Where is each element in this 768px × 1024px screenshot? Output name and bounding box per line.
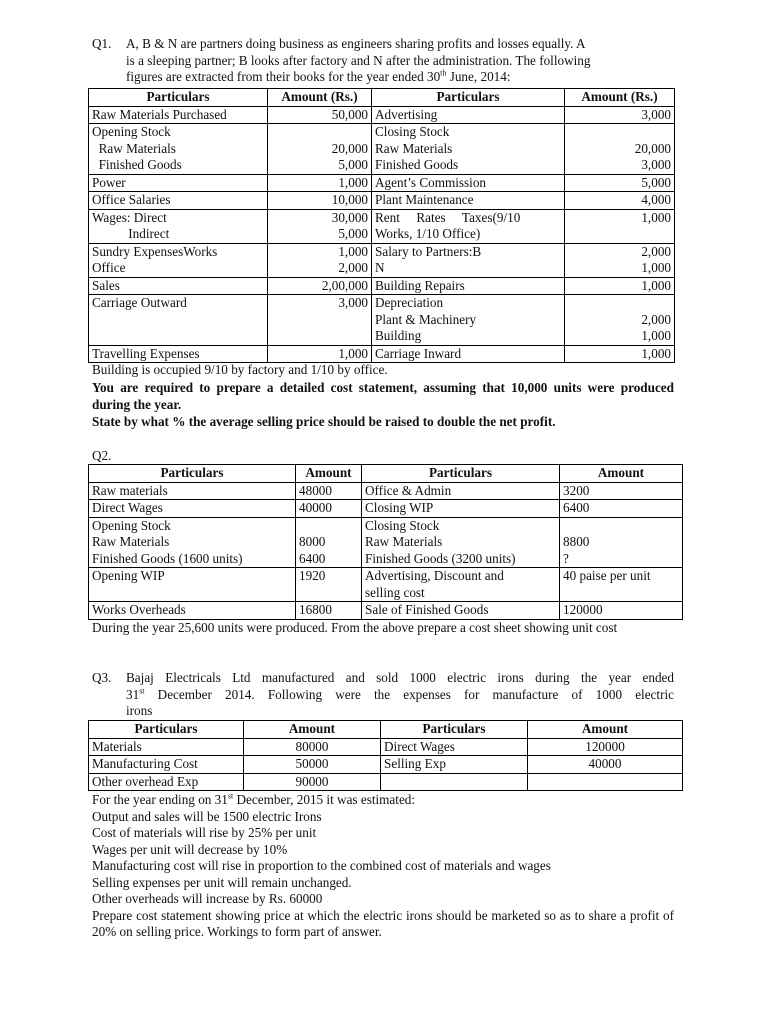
q3-header-particulars-right: Particulars xyxy=(381,721,528,739)
q2-particular-left-line xyxy=(92,585,292,602)
q3-intro-line2 xyxy=(92,687,674,704)
q1-intro-line3-tail: June, 2014: xyxy=(446,69,511,84)
q1-particular-right-line: Plant & Machinery xyxy=(375,311,477,327)
q2-amount-right xyxy=(560,500,683,518)
q3-intro-line2-sup: st xyxy=(139,686,145,696)
q2-particular-left-line: Direct Wages xyxy=(92,500,163,515)
q1-amount-left-line xyxy=(271,328,368,345)
q2-amount-right-line: 3200 xyxy=(563,482,590,498)
q1-amount-right-line: 5,000 xyxy=(641,174,671,190)
q1-amount-left xyxy=(268,106,372,124)
q1-amount-right xyxy=(565,192,675,210)
q3-table-row xyxy=(89,738,683,756)
q1-table-row xyxy=(89,209,675,243)
q3-particular-right: Direct Wages xyxy=(381,738,528,756)
q1-particular-right-line: Finished Goods xyxy=(375,157,459,172)
q1-particular-right-line: Building xyxy=(375,328,422,343)
q1-table-row xyxy=(89,124,675,175)
q1-particular-right-line: Depreciation xyxy=(375,295,444,310)
q1-label: Q1. xyxy=(92,36,112,51)
q3-intro-line3: irons xyxy=(126,703,153,718)
q1-particular-right-line: Agent’s Commission xyxy=(375,174,487,190)
q2-particular-left xyxy=(89,602,296,620)
q2-particular-left-line: Finished Goods (1600 units) xyxy=(92,550,243,566)
q1-amount-right xyxy=(565,106,675,124)
q1-amount-left-line xyxy=(271,312,368,329)
q2-particular-left-line: Raw materials xyxy=(92,482,168,498)
q2-particular-right xyxy=(362,517,560,568)
q1-table-row xyxy=(89,345,675,363)
q3-amount-right: 120000 xyxy=(528,738,683,756)
q1-amount-left xyxy=(268,209,372,243)
q3-header-amount-left: Amount xyxy=(244,721,381,739)
q1-question: State by what % the average selling price should be raised to double the net profit. xyxy=(92,414,556,429)
q1-amount-right xyxy=(565,243,675,277)
q3-header-row xyxy=(89,721,683,739)
q2-particular-left xyxy=(89,482,296,500)
q1-particular-left xyxy=(89,295,268,346)
q3-amount-right xyxy=(528,773,683,791)
q2-particular-left-line: Opening WIP xyxy=(92,568,165,583)
q3-header-particulars-left: Particulars xyxy=(89,721,244,739)
q1-table-row xyxy=(89,174,675,192)
q1-amount-right-line: 1,000 xyxy=(641,260,671,275)
q2-table xyxy=(88,464,683,620)
q1-intro-line3-sup: th xyxy=(440,68,447,78)
q1-particular-left xyxy=(89,345,268,363)
q1-particular-left-line xyxy=(92,312,264,329)
q1-particular-left-line: Carriage Outward xyxy=(92,295,187,310)
q1-particular-right-line: Closing Stock xyxy=(375,124,450,139)
q1-particular-left-line: Indirect xyxy=(92,226,170,241)
q1-particular-left-line: Office xyxy=(92,260,126,275)
q1-particular-right-line: Carriage Inward xyxy=(375,345,462,361)
q2-particular-left-line: Raw Materials xyxy=(92,534,170,549)
q1-amount-right xyxy=(565,174,675,192)
q1-amount-left xyxy=(268,345,372,363)
q1-amount-right-line: 2,000 xyxy=(641,243,671,259)
q1-particular-right xyxy=(372,277,565,295)
q1-amount-left-line: 2,00,000 xyxy=(321,277,368,293)
q2-particular-left-line: Opening Stock xyxy=(92,517,171,533)
q1-particular-left-line: Opening Stock xyxy=(92,124,171,139)
q2-amount-left xyxy=(296,517,362,568)
q1-amount-left-line: 50,000 xyxy=(331,106,368,122)
q2-amount-left-line xyxy=(299,585,358,602)
q2-label: Q2. xyxy=(92,448,112,463)
q1-header-row xyxy=(89,89,675,107)
q3-amount-left: 50000 xyxy=(244,756,381,774)
q2-amount-right xyxy=(560,568,683,602)
q1-amount-left-line: 2,000 xyxy=(338,260,368,275)
q1-amount-left xyxy=(268,295,372,346)
q2-amount-left-line: 1920 xyxy=(299,568,326,583)
q3-particular-left: Manufacturing Cost xyxy=(89,756,244,774)
q3-amount-left: 90000 xyxy=(244,773,381,791)
q1-header-amount-left: Amount (Rs.) xyxy=(268,89,372,107)
q1-amount-right-line: 1,000 xyxy=(641,328,671,343)
q3-estimate-line: Output and sales will be 1500 electric Irons xyxy=(92,808,322,824)
q1-particular-left xyxy=(89,243,268,277)
q3-amount-left: 80000 xyxy=(244,738,381,756)
q1-table xyxy=(88,88,675,363)
q1-amount-right-line: 3,000 xyxy=(641,157,671,172)
q2-amount-left-line: 40000 xyxy=(299,500,332,515)
q3-estimate-heading xyxy=(92,792,674,809)
q1-amount-left-line xyxy=(271,124,368,141)
q1-table-row xyxy=(89,192,675,210)
q3-particular-right: Selling Exp xyxy=(381,756,528,774)
q1-particular-right xyxy=(372,106,565,124)
q1-amount-left xyxy=(268,243,372,277)
q2-amount-right-line: 40 paise per unit xyxy=(563,568,651,583)
q1-particular-right xyxy=(372,209,565,243)
q1-intro-line3 xyxy=(92,69,674,86)
q1-table-row xyxy=(89,277,675,295)
q2-amount-right xyxy=(560,482,683,500)
q2-table-row xyxy=(89,482,683,500)
q3-particular-left: Materials xyxy=(89,738,244,756)
q2-header-particulars-left: Particulars xyxy=(89,465,296,483)
q2-amount-left-line: 8000 xyxy=(299,534,326,549)
q1-intro-line2: is a sleeping partner; B looks after factory and N after the administration. The following xyxy=(126,52,591,68)
q1-particular-left-line: Sundry ExpensesWorks xyxy=(92,243,218,259)
q2-particular-right xyxy=(362,568,560,602)
q2-table-row xyxy=(89,568,683,602)
q2-amount-right-line xyxy=(563,585,679,602)
q1-intro-line1: A, B & N are partners doing business as engineers sharing profits and losses equally. A xyxy=(126,36,586,51)
q1-header-amount-right: Amount (Rs.) xyxy=(565,89,675,107)
q2-amount-left xyxy=(296,602,362,620)
q2-particular-left xyxy=(89,500,296,518)
q2-amount-right-line: 6400 xyxy=(563,500,590,515)
q2-amount-right-line: 8800 xyxy=(563,534,590,549)
q2-footer: During the year 25,600 units were produced. From the above prepare a cost sheet showing unit cost xyxy=(92,620,618,635)
q1-amount-left xyxy=(268,192,372,210)
q1-particular-left xyxy=(89,192,268,210)
q1-particular-right-line: Salary to Partners:B xyxy=(375,243,482,259)
q1-amount-left-line: 3,000 xyxy=(338,295,368,310)
q2-amount-right-line: ? xyxy=(563,550,569,566)
q3-intro-line2-text: 31 xyxy=(126,686,140,702)
q1-particular-left-line: Power xyxy=(92,174,126,190)
q1-amount-right-line: 3,000 xyxy=(641,106,671,122)
q1-particular-left xyxy=(89,277,268,295)
q2-particular-left xyxy=(89,568,296,602)
q1-amount-left-line: 10,000 xyxy=(331,192,368,207)
q1-particular-right-line: Plant Maintenance xyxy=(375,192,474,207)
q1-particular-right-line: Building Repairs xyxy=(375,277,465,293)
q3-estimate-line: Wages per unit will decrease by 10% xyxy=(92,841,288,857)
q1-particular-left-line: Raw Materials xyxy=(92,140,176,156)
q1-building-note: Building is occupied 9/10 by factory and 1/10 by office. xyxy=(92,362,388,377)
q1-particular-right-line: Raw Materials xyxy=(375,140,453,156)
q1-particular-left-line xyxy=(92,328,264,345)
q3-estimate-line: Manufacturing cost will rise in proportion to the combined cost of materials and wages xyxy=(92,858,551,873)
q2-table-row xyxy=(89,500,683,518)
q1-amount-right-line: 20,000 xyxy=(634,140,671,156)
q1-amount-right-line: 2,000 xyxy=(641,311,671,327)
q2-particular-right xyxy=(362,602,560,620)
q1-particular-left xyxy=(89,174,268,192)
q3-table-row xyxy=(89,756,683,774)
q2-amount-left-line: 16800 xyxy=(299,602,332,617)
q1-particular-right-line: Advertising xyxy=(375,106,438,122)
q3-table-row xyxy=(89,773,683,791)
q1-header-particulars-right: Particulars xyxy=(372,89,565,107)
q1-particular-left xyxy=(89,106,268,124)
q1-table-row xyxy=(89,243,675,277)
q1-particular-right-line: Works, 1/10 Office) xyxy=(375,226,481,241)
q1-particular-right-line: N xyxy=(375,260,385,275)
q2-amount-left-line: 48000 xyxy=(299,482,332,498)
q2-header-particulars-right: Particulars xyxy=(362,465,560,483)
q3-header-amount-right: Amount xyxy=(528,721,683,739)
q1-amount-left-line: 1,000 xyxy=(338,345,368,361)
q2-header-row xyxy=(89,465,683,483)
q1-amount-left xyxy=(268,174,372,192)
q1-particular-left xyxy=(89,209,268,243)
q1-amount-right-line: 1,000 xyxy=(641,277,671,293)
q1-amount-left-line: 20,000 xyxy=(331,140,368,156)
q3-table xyxy=(88,720,683,791)
q3-intro-line1: Bajaj Electricals Ltd manufactured and sold 1000 electric irons during the year ended xyxy=(126,670,674,685)
q2-amount-right xyxy=(560,517,683,568)
q3-particular-right xyxy=(381,773,528,791)
q3-intro-line2-tail: December 2014. Following were the expenses for manufacture of 1000 electric xyxy=(144,686,674,702)
q2-particular-left-line: Works Overheads xyxy=(92,602,186,617)
q2-amount-left-line xyxy=(299,518,358,535)
q3-estimate-line: Other overheads will increase by Rs. 60000 xyxy=(92,891,323,906)
q3-estimate-heading-text: For the year ending on 31 xyxy=(92,792,228,807)
q1-amount-left-line: 30,000 xyxy=(331,209,368,225)
q1-amount-left-line: 1,000 xyxy=(338,174,368,190)
q1-particular-left-line: Sales xyxy=(92,277,120,293)
q1-amount-right-line xyxy=(568,226,671,243)
q2-particular-right xyxy=(362,482,560,500)
q1-particular-right xyxy=(372,295,565,346)
q3-label: Q3. xyxy=(92,670,112,685)
q1-particular-right xyxy=(372,124,565,175)
q2-particular-right-line: Finished Goods (3200 units) xyxy=(365,550,516,566)
q1-instruction: You are required to prepare a detailed cost statement, assuming that 10,000 units were produced during the year. xyxy=(92,380,674,412)
q2-amount-left xyxy=(296,482,362,500)
q3-estimate-line: Selling expenses per unit will remain unchanged. xyxy=(92,874,352,890)
q1-particular-right xyxy=(372,345,565,363)
q1-particular-left-line: Finished Goods xyxy=(92,157,182,172)
q2-header-amount-left: Amount xyxy=(296,465,362,483)
q2-amount-right-line: 120000 xyxy=(563,602,603,617)
q2-particular-right xyxy=(362,500,560,518)
q3-amount-right: 40000 xyxy=(528,756,683,774)
q1-intro-line3-text: figures are extracted from their books for the year ended 30 xyxy=(126,69,441,84)
q1-particular-right xyxy=(372,174,565,192)
q3-estimate-line: Cost of materials will rise by 25% per unit xyxy=(92,825,317,840)
q2-amount-right-line xyxy=(563,518,679,535)
q1-particular-left-line: Raw Materials Purchased xyxy=(92,106,227,122)
q1-amount-right-line xyxy=(568,295,671,312)
q1-amount-right xyxy=(565,124,675,175)
q1-table-row xyxy=(89,295,675,346)
q1-table-row xyxy=(89,106,675,124)
q1-amount-left xyxy=(268,124,372,175)
q1-amount-right-line xyxy=(568,124,671,141)
q2-table-row xyxy=(89,602,683,620)
q2-particular-left xyxy=(89,517,296,568)
q2-particular-right-line: Office & Admin xyxy=(365,482,452,498)
q1-amount-left-line: 5,000 xyxy=(338,157,368,172)
q2-amount-left-line: 6400 xyxy=(299,550,326,566)
q3-estimate-heading-tail: December, 2015 it was estimated: xyxy=(233,792,416,807)
q2-table-row xyxy=(89,517,683,568)
q2-particular-right-line: Advertising, Discount and xyxy=(365,568,504,583)
q1-particular-left-line: Travelling Expenses xyxy=(92,345,200,361)
q1-particular-right xyxy=(372,243,565,277)
q1-amount-left-line: 5,000 xyxy=(338,226,368,241)
q1-amount-right xyxy=(565,209,675,243)
q1-amount-right-line: 1,000 xyxy=(641,209,671,225)
q2-particular-right-line: Raw Materials xyxy=(365,534,443,549)
q1-amount-right xyxy=(565,345,675,363)
q1-amount-right-line: 4,000 xyxy=(641,192,671,207)
q3-particular-left: Other overhead Exp xyxy=(89,773,244,791)
q1-particular-left-line: Office Salaries xyxy=(92,192,171,207)
q1-amount-right xyxy=(565,277,675,295)
q1-header-particulars-left: Particulars xyxy=(89,89,268,107)
q1-amount-left-line: 1,000 xyxy=(338,243,368,259)
q1-amount-right xyxy=(565,295,675,346)
q2-amount-left xyxy=(296,568,362,602)
q2-particular-right-line: Closing WIP xyxy=(365,500,434,515)
q3-intro xyxy=(92,670,674,720)
q1-particular-right xyxy=(372,192,565,210)
q2-particular-right-line: Sale of Finished Goods xyxy=(365,602,489,617)
q3-estimate-heading-sup: st xyxy=(227,791,234,801)
q1-amount-right-line: 1,000 xyxy=(641,345,671,361)
q1-particular-left xyxy=(89,124,268,175)
q2-header-amount-right: Amount xyxy=(560,465,683,483)
q3-final-instruction: Prepare cost statement showing price at which the electric irons should be marketed so as to share a profit of 20% on selling price. Workings to form part of answer. xyxy=(92,907,674,939)
q1-particular-left-line: Wages: Direct xyxy=(92,209,167,225)
q1-particular-right-line: Rent Rates Taxes(9/10 xyxy=(375,209,521,225)
q2-amount-left xyxy=(296,500,362,518)
q1-amount-left xyxy=(268,277,372,295)
q2-particular-right-line: Closing Stock xyxy=(365,517,440,533)
q2-particular-right-line: selling cost xyxy=(365,584,425,600)
q3-estimates xyxy=(92,792,674,941)
q2-amount-right xyxy=(560,602,683,620)
q1-intro xyxy=(92,36,674,86)
